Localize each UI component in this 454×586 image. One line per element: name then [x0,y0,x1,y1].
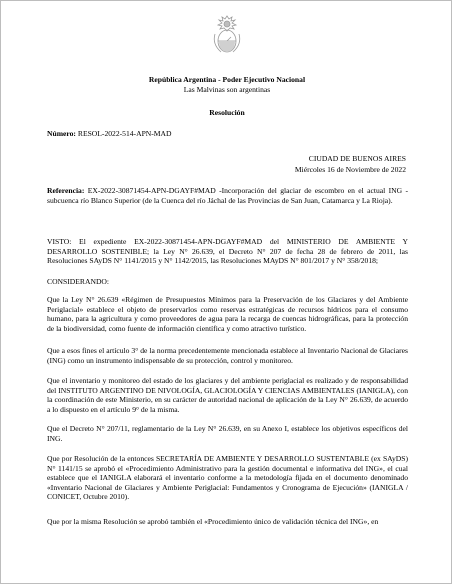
paragraph-3: Que el inventario y monitoreo del estado de los glaciares y del ambiente periglacial es realizado y de responsabilidad del INSTITUTO ARGENTINO DE NIVOLOGÍA, GLACIOLOGÍA Y CIENCIAS AMBIENTALES (IANIGLA), con la coordinación de este Ministerio, en su carácter de autoridad nacional de aplicación de la Ley N° 26.639, de acuerdo a lo dispuesto en el artículo 9° de la misma. [47,376,408,414]
paragraph-2: Que a esos fines el artículo 3° de la norma precedentemente mencionada establece al Inventario Nacional de Glaciares (ING) como un instrumento indispensable de su protección, control y monitoreo. [47,346,408,365]
document-number [47,129,172,139]
paragraph-5: Que por Resolución de la entonces SECRETARÍA DE AMBIENTE Y DESARROLLO SUSTENTABLE (ex SAyDS) N° 1141/15 se aprobó el «Procedimiento Administrativo para la gestión documental e informativa del ING», el cual establece que el IANIGLA elaborará el inventario conforme a la metodología fijada en el documento denominado «Inventario Nacional de Glaciares y Ambiente Periglacial: Fundamentos y Cronograma de Ejecución» (IANIGLA / CONICET, Octubre 2010). [47,454,408,502]
paragraph-1: Que la Ley N° 26.639 «Régimen de Presupuestos Mínimos para la Preservación de los Glaciares y del Ambiente Periglacial» establece el objeto de preservarlos como reservas estratégicas de recursos hídricos para el consumo humano, para la agricultura y como proveedores de agua para la recarga de cuencas hidrográficas, para la protección de la biodiversidad, como fuente de información científica y como atractivo turístico. [47,295,408,333]
coat-of-arms-icon [209,12,245,54]
paragraph-4: Que el Decreto N° 207/11, reglamentario de la Ley N° 26.639, en su Anexo I, establece los objetivos específicos del ING. [47,424,408,443]
issuer-motto: Las Malvinas son argentinas [183,85,271,94]
referencia [47,186,408,205]
number-label: Número: [47,129,76,138]
number-value: RESOL-2022-514-APN-MAD [77,129,172,138]
document-type: Resolución [209,108,245,117]
referencia-text: EX-2022-30871454-APN-DGAYF#MAD -Incorporación del glaciar de escombro en el actual ING - subcuenca río Blanco Superior (de la Cuenca del río Jáchal de las Provincias de San Juan, Catamarca y La Rioja). [47,186,408,205]
referencia-label: Referencia: [47,186,85,195]
heading-considerando: CONSIDERANDO: [47,277,110,286]
place: CIUDAD DE BUENOS AIRES [308,154,406,163]
paragraph-6: Que por la misma Resolución se aprobó también el «Procedimiento único de validación técnica del ING», en [47,517,379,526]
date: Miércoles 16 de Noviembre de 2022 [294,165,406,174]
issuer-title: República Argentina - Poder Ejecutivo Nacional [148,75,306,84]
paragraph-visto: VISTO: El expediente EX-2022-30871454-APN-DGAYF#MAD del MINISTERIO DE AMBIENTE Y DESARROLLO SOSTENIBLE; la Ley N° 26.639, el Decreto N° 207 de fecha 28 de febrero de 2011, las Resoluciones SAyDS N° 1141/2015 y N° 1142/2015, las Resoluciones MAyDS N° 801/2017 y N° 358/2018; [47,237,408,266]
